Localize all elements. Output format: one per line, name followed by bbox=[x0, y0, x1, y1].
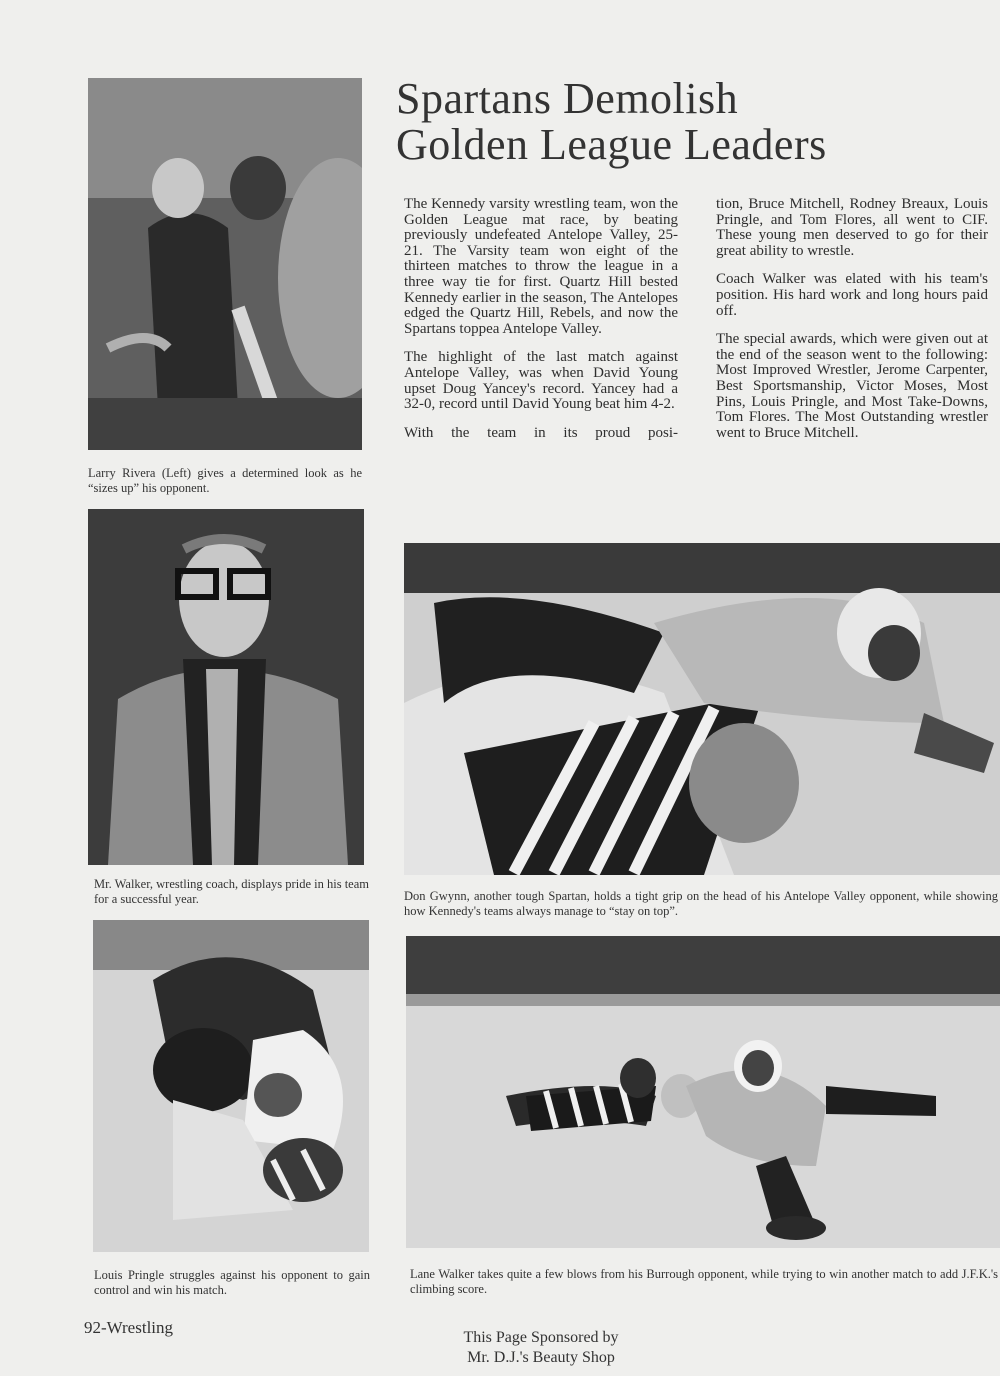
article-paragraph: The Kennedy varsity wrestling team, won the Golden League mat race, by beating previously undefeated Antelope Valley, 25-21. The Varsity team won eight of the thirteen matches to throw the league in a three way tie for first. Quartz Hill bested Kennedy earlier in the season, The Antelopes edged the Quartz Hill, Rebels, and now the Spartans toppea Antelope Valley. bbox=[404, 196, 678, 337]
headline-line-2: Golden League Leaders bbox=[396, 120, 827, 169]
sponsor-line-2: Mr. D.J.'s Beauty Shop bbox=[467, 1349, 615, 1366]
photo-louis-pringle bbox=[93, 920, 369, 1252]
photo-don-gwynn bbox=[404, 543, 1000, 875]
photo-coach-walker bbox=[88, 509, 364, 865]
article-paragraph: The highlight of the last match against Antelope Valley, was when David Young upset Doug Yancey's record. Yancey had a 32-0, record until David Young beat him 4-2. bbox=[404, 349, 678, 413]
article-column-2 bbox=[716, 197, 988, 441]
photo-lane-walker bbox=[406, 936, 1000, 1248]
caption-gwynn: Don Gwynn, another tough Spartan, holds a tight grip on the head of his Antelope Valley opponent, while showing how Kennedy's teams always manage to “stay on top”. bbox=[404, 889, 998, 918]
article-paragraph: Coach Walker was elated with his team's position. His hard work and long hours paid off. bbox=[716, 271, 988, 319]
photo-larry-rivera bbox=[88, 78, 362, 450]
caption-rivera: Larry Rivera (Left) gives a determined look as he “sizes up” his opponent. bbox=[88, 466, 362, 495]
caption-walker-coach: Mr. Walker, wrestling coach, displays pride in his team for a successful year. bbox=[94, 877, 369, 906]
page-folio: 92-Wrestling bbox=[84, 1318, 174, 1337]
sponsor-line-1: This Page Sponsored by bbox=[463, 1329, 619, 1346]
article-paragraph: tion, Bruce Mitchell, Rodney Breaux, Louis Pringle, and Tom Flores, all went to CIF. These young men deserved to go for their great ability to wrestle. bbox=[716, 196, 988, 259]
headline-line-1: Spartans Demolish bbox=[396, 74, 739, 123]
caption-pringle: Louis Pringle struggles against his opponent to gain control and win his match. bbox=[94, 1268, 370, 1297]
page-title bbox=[396, 76, 956, 168]
article-paragraph: With the team in its proud posi- bbox=[404, 424, 678, 441]
article-paragraph: The special awards, which were given out at the end of the season went to the following: Most Improved Wrestler, Jerome Carpenter, Best Sportsmanship, Victor Moses, Most Pins, Louis Pringle, and Most Take-Downs, Tom Flores. The Most Outstanding wrestler went to Bruce Mitchell. bbox=[716, 331, 988, 441]
sponsor-credit bbox=[436, 1328, 646, 1368]
caption-lane-walker: Lane Walker takes quite a few blows from his Burrough opponent, while trying to win another match to add J.F.K.'s climbing score. bbox=[410, 1267, 998, 1296]
article-column-1 bbox=[404, 197, 678, 441]
